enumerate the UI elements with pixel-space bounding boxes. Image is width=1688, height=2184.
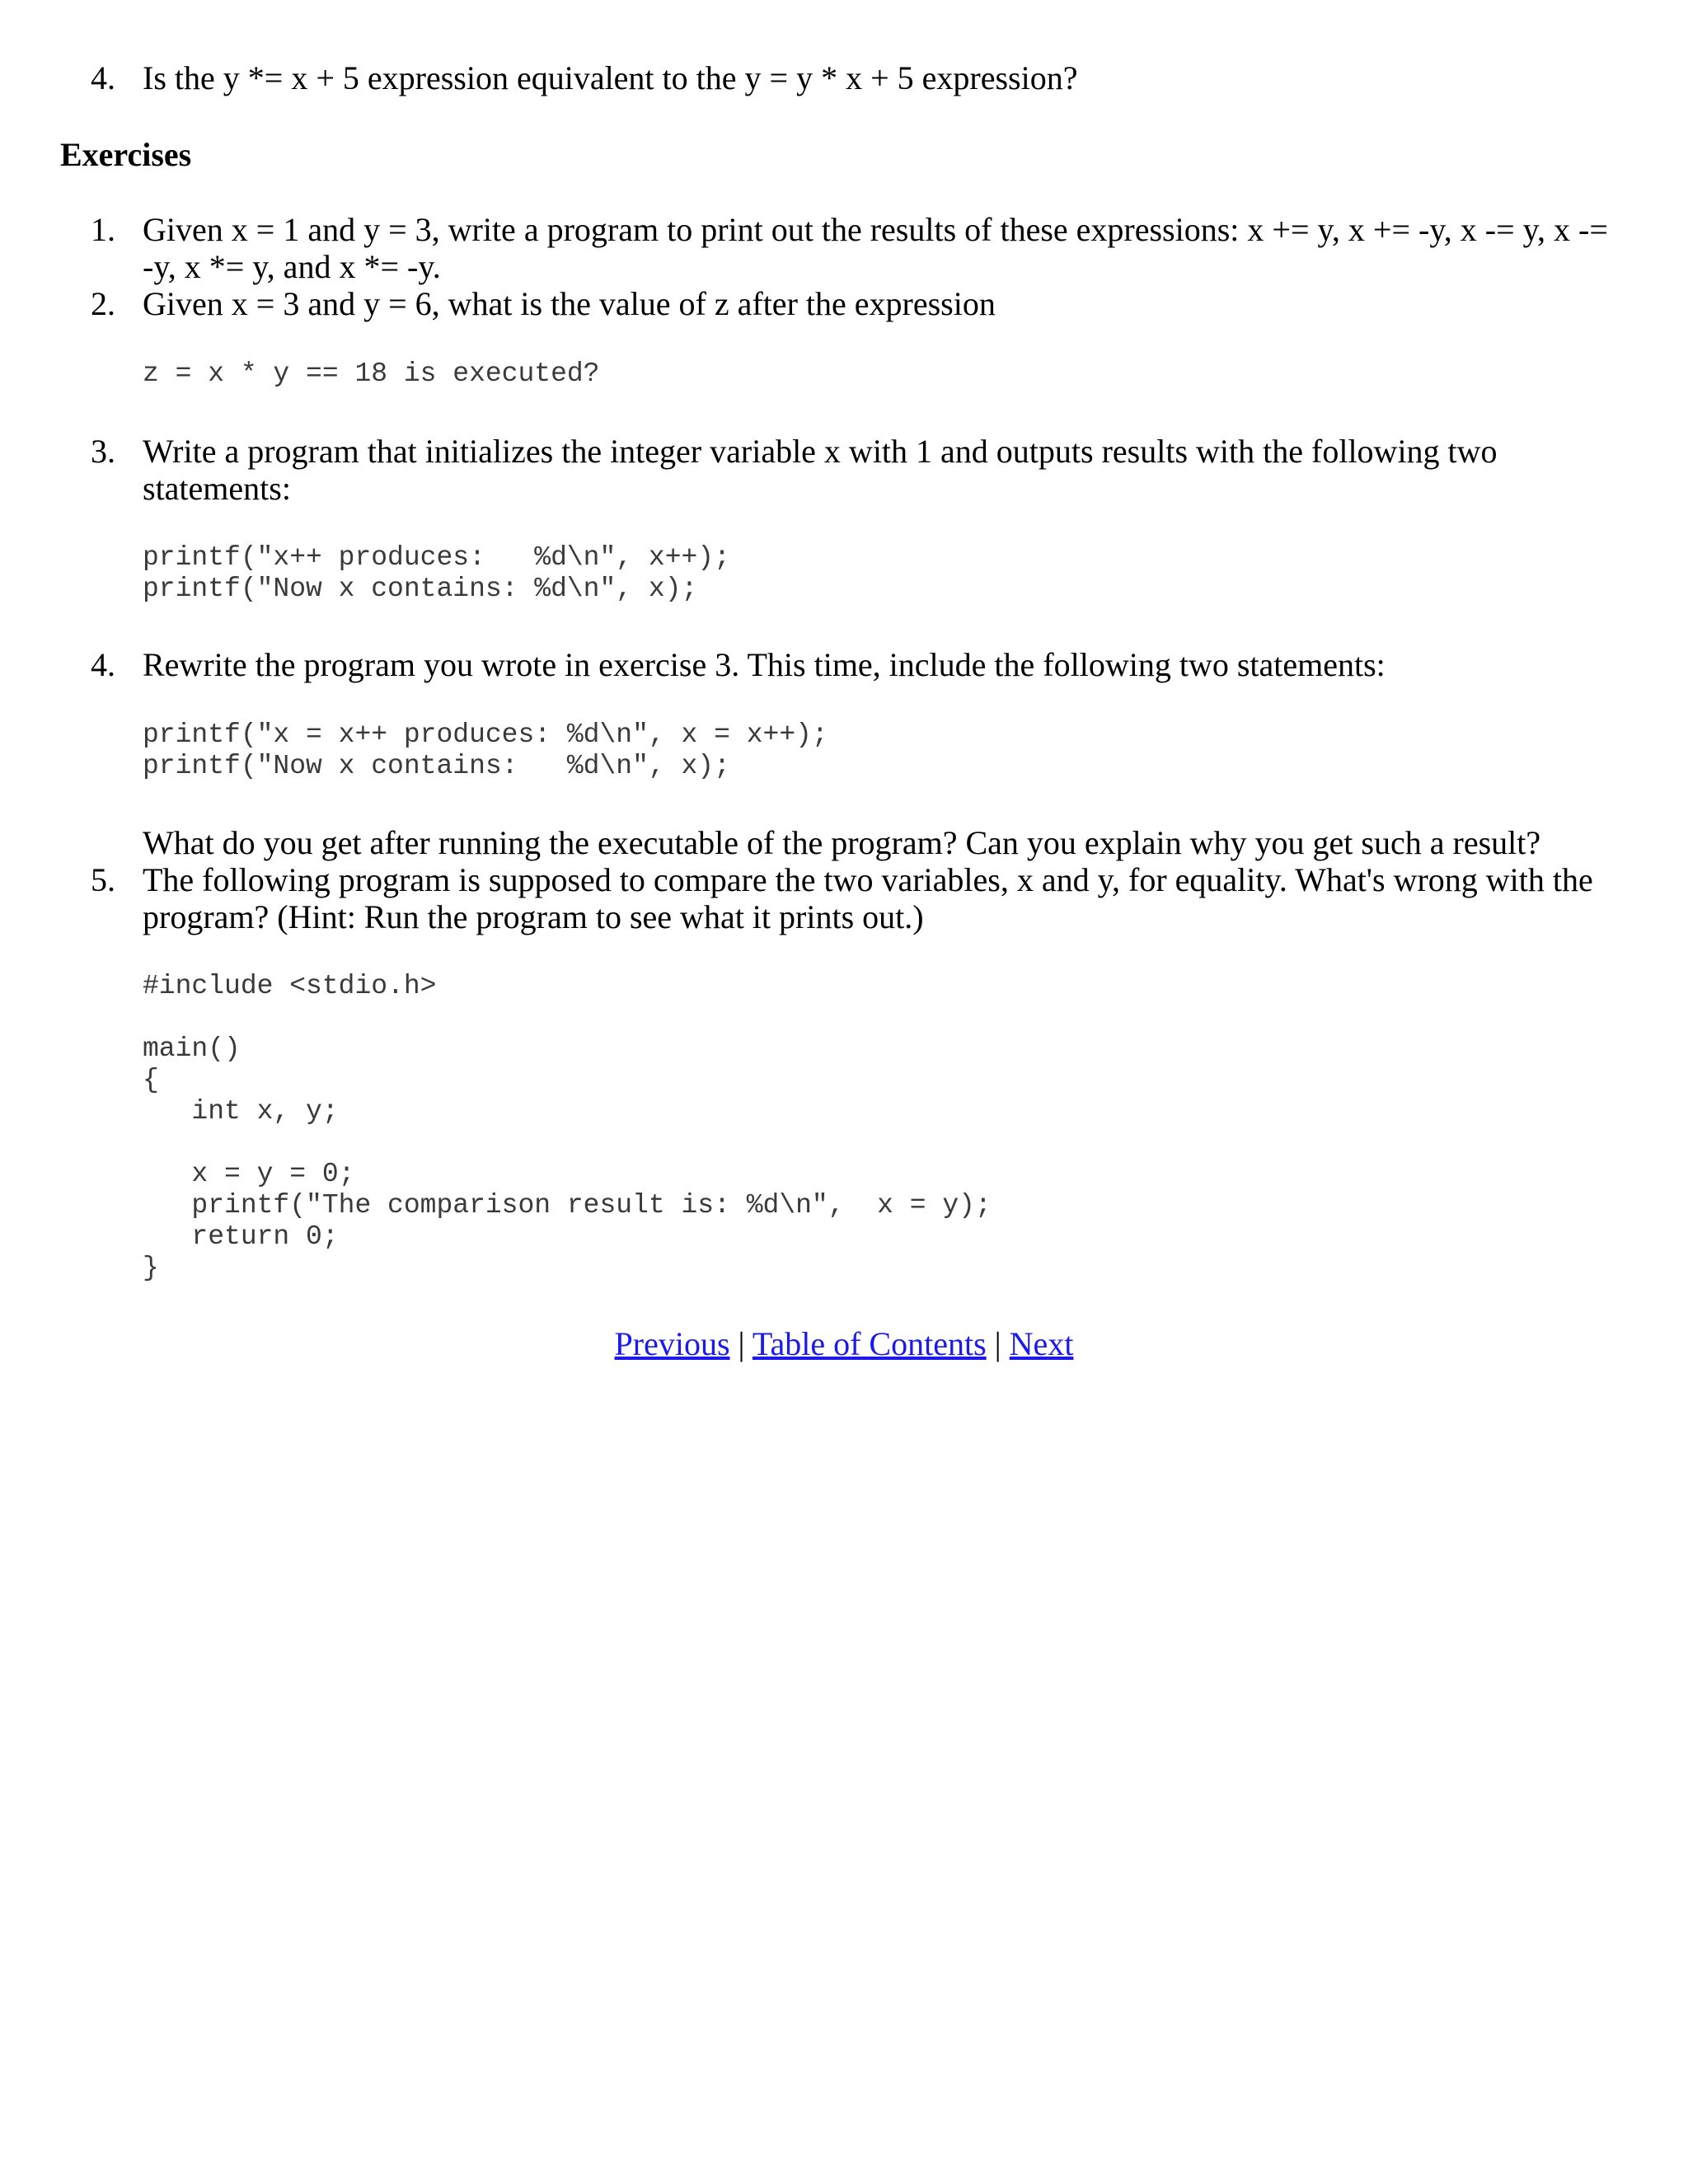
exercise-3-code: printf("x++ produces: %d\n", x++); printf("Now x contains: %d\n", x); — [143, 542, 730, 604]
exercise-1-text — [143, 211, 1688, 285]
exercise-5 — [91, 861, 1632, 935]
exercises-heading: Exercises — [60, 136, 192, 173]
next-link[interactable]: Next — [1009, 1325, 1074, 1362]
question-4 — [91, 59, 1632, 96]
exercise-3-line-2: statements: — [143, 470, 291, 507]
question-4-number: 4. — [91, 59, 115, 96]
exercise-5-line-2: program? (Hint: Run the program to see what it prints out.) — [143, 898, 924, 935]
exercise-4-number: 4. — [91, 646, 115, 683]
exercise-3 — [91, 433, 1632, 507]
exercise-5-code-body: main() { int x, y; x = y = 0; printf("The comparison result is: %d\n", x = y); return 0; } — [143, 1033, 992, 1283]
exercise-2 — [91, 285, 1632, 322]
exercise-4 — [91, 646, 1632, 683]
exercise-1-line-1: Given x = 1 and y = 3, write a program to print out the results of these expressions: x += y, x += -y, x -= y, x -= — [143, 211, 1608, 248]
exercise-2-number: 2. — [91, 285, 115, 322]
exercise-5-code-include: #include <stdio.h> — [143, 971, 437, 1001]
exercise-2-text: Given x = 3 and y = 6, what is the value of z after the expression — [143, 285, 996, 322]
exercise-1-line-2: -y, x *= y, and x *= -y. — [143, 248, 441, 285]
nav-separator: | — [738, 1325, 745, 1362]
exercise-5-line-1: The following program is supposed to compare the two variables, x and y, for equality. What's wrong with the — [143, 861, 1593, 898]
exercise-5-number: 5. — [91, 861, 115, 898]
table-of-contents-link[interactable]: Table of Contents — [752, 1325, 987, 1362]
exercise-3-line-1: Write a program that initializes the integer variable x with 1 and outputs results with the following two — [143, 433, 1498, 470]
exercise-3-number: 3. — [91, 433, 115, 470]
exercise-4-code: printf("x = x++ produces: %d\n", x = x++); printf("Now x contains: %d\n", x); — [143, 719, 828, 781]
exercise-5-text — [143, 861, 1688, 935]
exercise-2-code: z = x * y == 18 is executed? — [143, 359, 600, 389]
exercise-3-text — [143, 433, 1688, 507]
exercise-4-text: Rewrite the program you wrote in exercise 3. This time, include the following two statements: — [143, 646, 1386, 683]
exercise-1-number: 1. — [91, 211, 115, 248]
nav-separator: | — [994, 1325, 1001, 1362]
exercise-4-followup: What do you get after running the executable of the program? Can you explain why you get such a result? — [143, 824, 1541, 861]
exercise-1 — [91, 211, 1632, 285]
page-navigation — [0, 1325, 1688, 1362]
question-4-text: Is the y *= x + 5 expression equivalent to the y = y * x + 5 expression? — [143, 59, 1078, 96]
previous-link[interactable]: Previous — [614, 1325, 730, 1362]
